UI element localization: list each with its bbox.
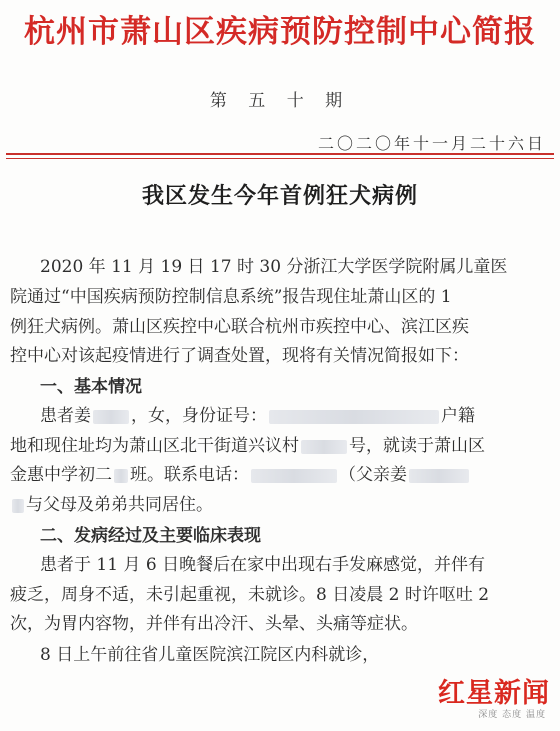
- text-segment: 与父母及弟弟共同居住。: [26, 495, 213, 515]
- paragraph-line: 疲乏，周身不适，未引起重视，未就诊。8 日凌晨 2 时许呕吐 2: [10, 585, 490, 605]
- section-heading: 二、发病经过及主要临床表现: [40, 526, 261, 546]
- paragraph-line: [10, 460, 471, 485]
- text-segment: 地和现住址均为萧山区北干街道兴议村: [10, 436, 299, 456]
- paragraph-line: 患者于 11 月 6 日晚餐后在家中出现右手发麻感觉，并伴有: [40, 555, 486, 575]
- issue-date: 二〇二〇年十一月二十六日: [317, 134, 546, 153]
- text-segment: （父亲姜: [339, 465, 407, 485]
- redaction-mask: [93, 410, 129, 424]
- redaction-mask: [12, 499, 24, 513]
- redaction-mask: [269, 410, 439, 424]
- text-segment: 班。联系电话：: [130, 465, 249, 485]
- paragraph-line: 次，为胃内容物，并伴有出冷汗、头晕、头痛等症状。: [10, 614, 418, 634]
- news-watermark: [426, 671, 552, 727]
- text-segment: 金惠中学初二: [10, 465, 112, 485]
- redaction-mask: [114, 469, 128, 483]
- paragraph-line: [10, 490, 213, 515]
- issue-number: 第 五 十 期: [209, 91, 351, 111]
- article-title: 我区发生今年首例狂犬病例: [141, 183, 418, 209]
- redaction-mask: [409, 469, 469, 483]
- text-segment: 户籍: [441, 406, 475, 426]
- paragraph-line: 2020 年 11 月 19 日 17 时 30 分浙江大学医学院附属儿童医: [40, 257, 508, 277]
- paragraph-line: 8 日上午前往省儿童医院滨江院区内科就诊，: [40, 645, 380, 665]
- text-segment: 号，就读于萧山区: [349, 436, 485, 456]
- text-segment: ，女，身份证号：: [131, 406, 267, 426]
- watermark-logo: 红星新闻: [438, 678, 550, 709]
- redaction-mask: [301, 440, 347, 454]
- paragraph-line: [10, 431, 485, 456]
- bulletin-masthead: 杭州市萧山区疾病预防控制中心简报: [24, 14, 536, 50]
- paragraph-line: 控中心对该起疫情进行了调查处置，现将有关情况简报如下：: [10, 346, 469, 366]
- red-divider-thick: [6, 153, 554, 155]
- red-divider-thin: [6, 158, 554, 159]
- redaction-mask: [251, 469, 337, 483]
- watermark-slogan: 深度 态度 温度: [478, 710, 546, 720]
- section-heading: 一、基本情况: [40, 377, 142, 397]
- paragraph-line: [40, 401, 475, 426]
- paragraph-line: 例狂犬病例。萧山区疾控中心联合杭州市疾控中心、滨江区疾: [10, 317, 469, 337]
- paragraph-line: 院通过“中国疾病预防控制信息系统”报告现住址萧山区的 1: [10, 287, 452, 307]
- text-segment: 患者姜: [40, 406, 91, 426]
